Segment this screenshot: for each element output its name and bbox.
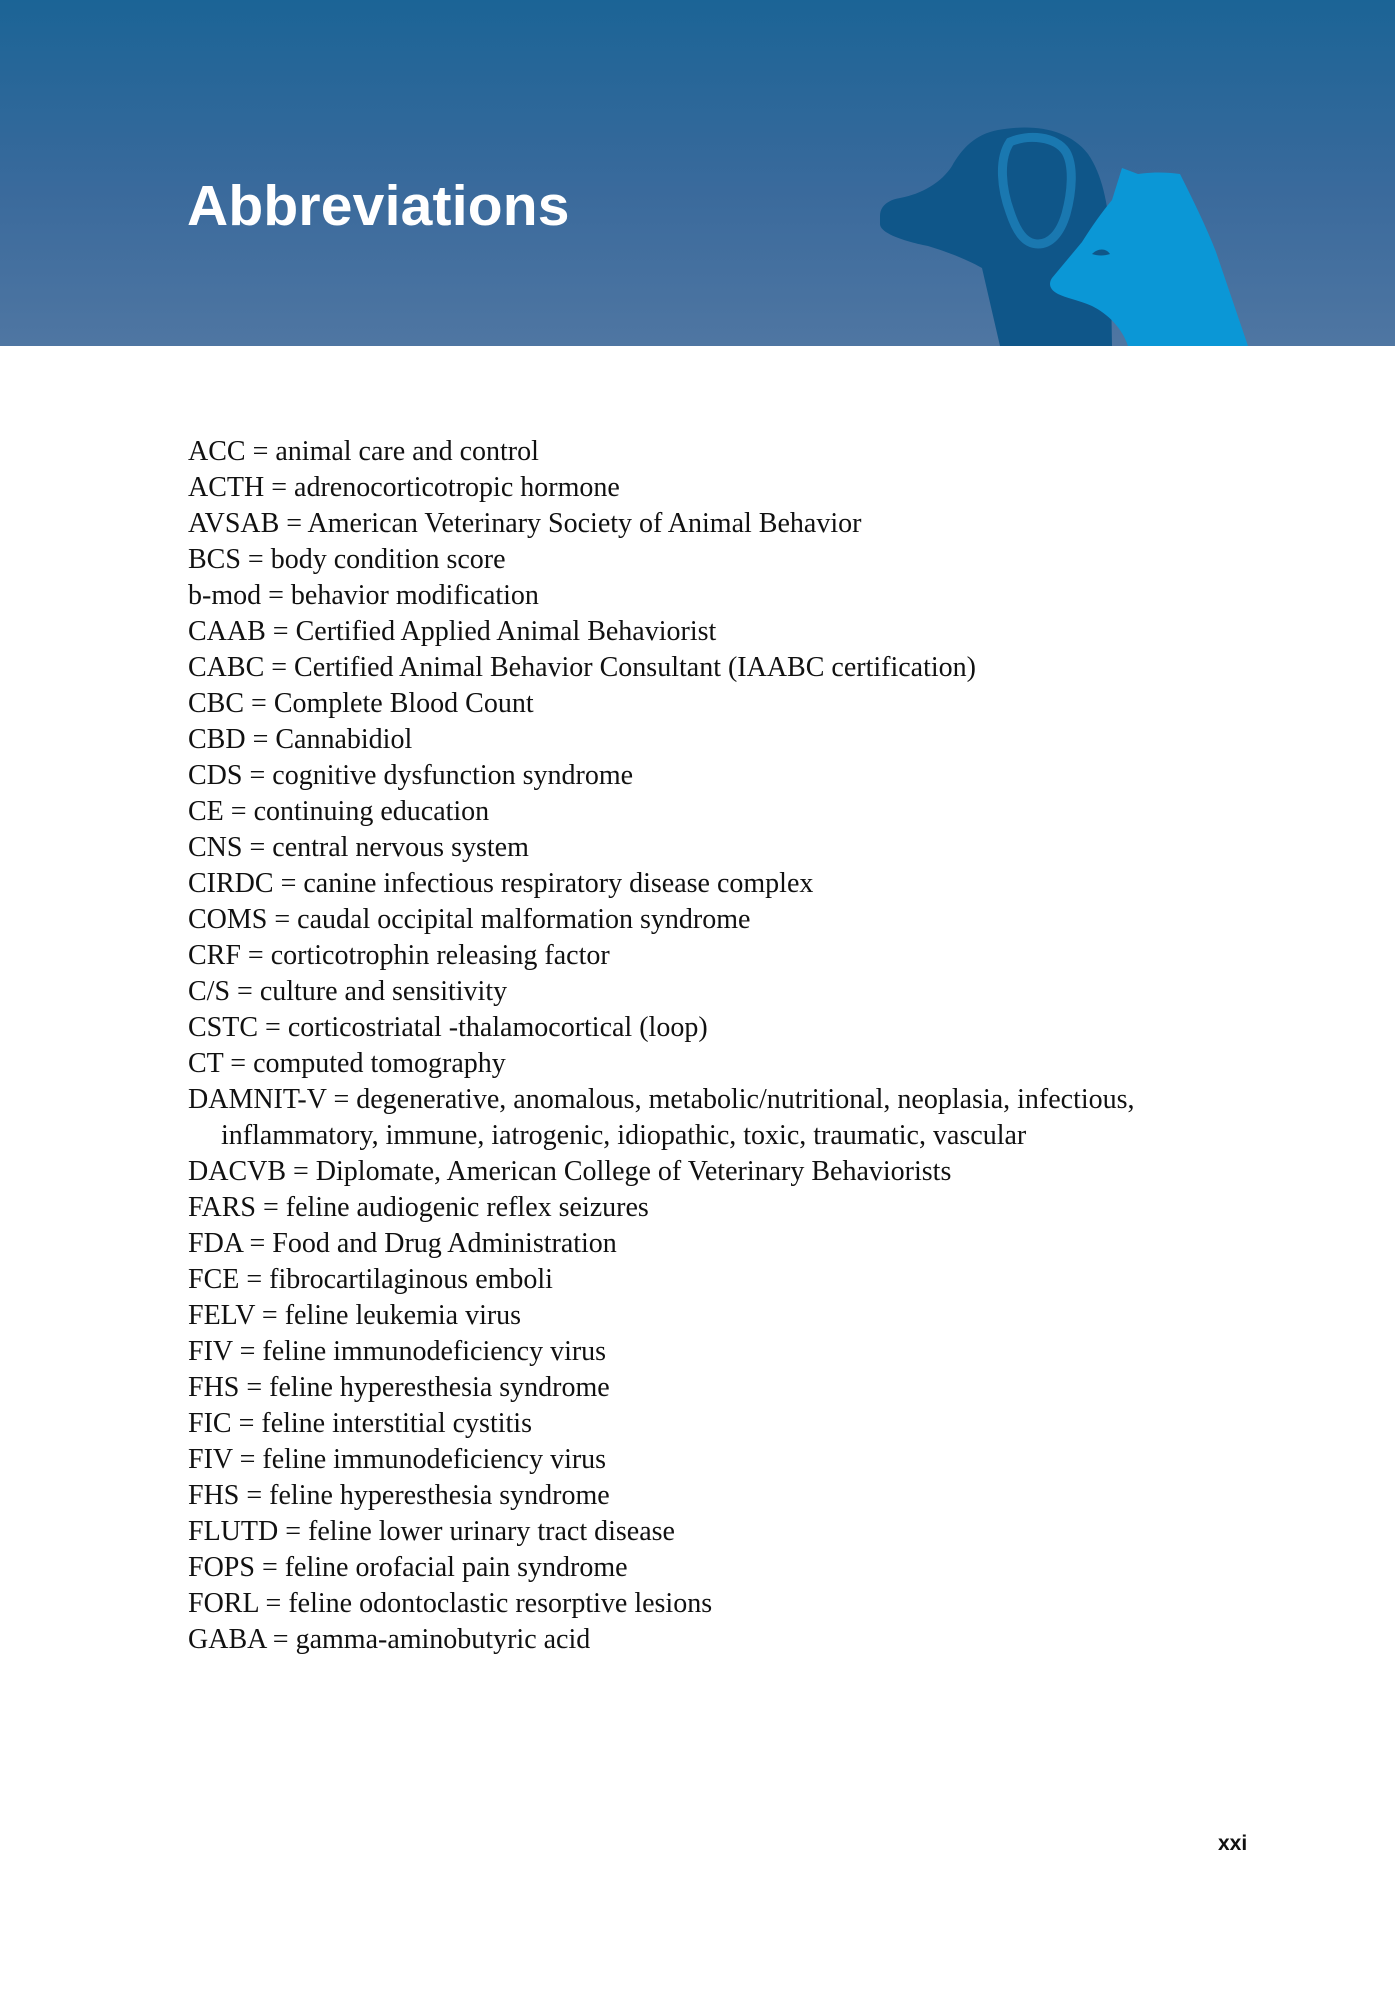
list-item: FLUTD = feline lower urinary tract disease xyxy=(188,1516,675,1547)
list-item: FIV = feline immunodeficiency virus xyxy=(188,1336,607,1367)
list-item: FIC = feline interstitial cystitis xyxy=(188,1408,532,1439)
list-item: C/S = culture and sensitivity xyxy=(188,976,508,1007)
list-item: ACC = animal care and control xyxy=(188,436,539,467)
list-item: DACVB = Diplomate, American College of Veterinary Behaviorists xyxy=(188,1156,952,1187)
list-item: CBD = Cannabidiol xyxy=(188,724,413,755)
list-item: CIRDC = canine infectious respiratory disease complex xyxy=(188,868,814,899)
list-item: CDS = cognitive dysfunction syndrome xyxy=(188,760,634,791)
list-item: CNS = central nervous system xyxy=(188,832,529,863)
list-item: FHS = feline hyperesthesia syndrome xyxy=(188,1372,610,1403)
list-item: CSTC = corticostriatal -thalamocortical (loop) xyxy=(188,1012,708,1043)
page-title: Abbreviations xyxy=(187,174,570,238)
list-item: FDA = Food and Drug Administration xyxy=(188,1228,617,1259)
list-item: CE = continuing education xyxy=(188,796,490,827)
list-item: FHS = feline hyperesthesia syndrome xyxy=(188,1480,610,1511)
dog-silhouette xyxy=(880,128,1112,346)
abbreviations-list xyxy=(188,434,1248,1658)
list-item: FIV = feline immunodeficiency virus xyxy=(188,1444,607,1475)
list-item: CRF = corticotrophin releasing factor xyxy=(188,940,610,971)
page-number: xxi xyxy=(1218,1832,1248,1855)
list-item: FELV = feline leukemia virus xyxy=(188,1300,522,1331)
header-band xyxy=(0,0,1395,346)
list-item: FARS = feline audiogenic reflex seizures xyxy=(188,1192,649,1223)
dog-and-cat-silhouette-icon xyxy=(870,120,1260,346)
list-item: CAAB = Certified Applied Animal Behaviorist xyxy=(188,616,717,647)
list-item: FCE = fibrocartilaginous emboli xyxy=(188,1264,553,1295)
list-item: ACTH = adrenocorticotropic hormone xyxy=(188,472,620,503)
list-item: FOPS = feline orofacial pain syndrome xyxy=(188,1552,628,1583)
list-item: FORL = feline odontoclastic resorptive lesions xyxy=(188,1588,713,1619)
list-item: CBC = Complete Blood Count xyxy=(188,688,534,719)
list-item: DAMNIT-V = degenerative, anomalous, metabolic/nutritional, neoplasia, infectious, inflammatory, immune, iatrogenic, idiopathic, toxic, traumatic, vascular xyxy=(188,1084,1135,1151)
list-item: CABC = Certified Animal Behavior Consultant (IAABC certification) xyxy=(188,652,976,683)
list-item: CT = computed tomography xyxy=(188,1048,506,1079)
list-item: GABA = gamma-aminobutyric acid xyxy=(188,1624,591,1655)
list-item: b-mod = behavior modification xyxy=(188,580,539,611)
list-item: BCS = body condition score xyxy=(188,544,506,575)
list-item: COMS = caudal occipital malformation syndrome xyxy=(188,904,751,935)
list-item: AVSAB = American Veterinary Society of Animal Behavior xyxy=(188,508,862,539)
